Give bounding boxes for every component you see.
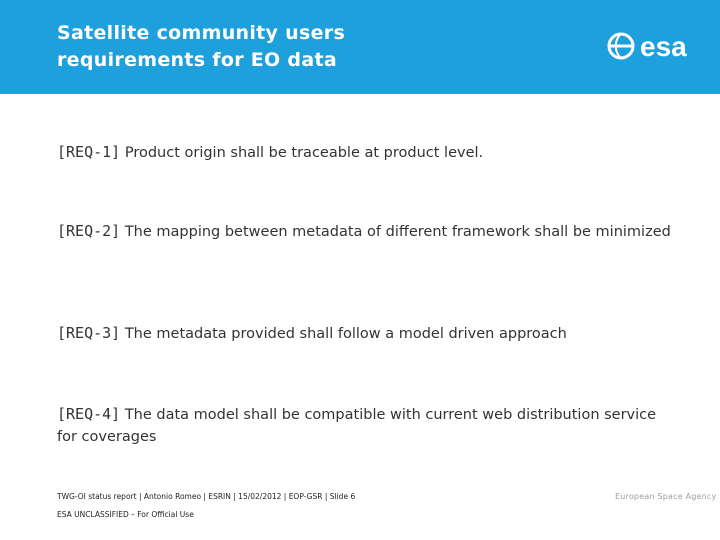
requirement-4	[57, 403, 677, 448]
requirement-1-tag: [REQ-1]	[57, 143, 121, 161]
footer-classification: ESA UNCLASSIFIED – For Official Use	[57, 510, 194, 519]
slide-title-line2: requirements for EO data	[57, 49, 337, 71]
requirement-4-text: The data model shall be compatible with current web distribution service for coverages	[57, 407, 657, 445]
requirement-2-tag: [REQ-2]	[57, 222, 121, 240]
requirement-2-text: The mapping between metadata of different framework shall be minimized	[120, 224, 671, 240]
requirement-3-text: The metadata provided shall follow a model driven approach	[120, 326, 567, 342]
esa-logo-text: esa	[640, 31, 687, 62]
slide-header	[0, 0, 720, 94]
requirement-1-text: Product origin shall be traceable at product level.	[120, 145, 484, 161]
requirement-4-tag: [REQ-4]	[57, 405, 121, 423]
esa-logo	[606, 28, 706, 64]
requirement-2	[57, 220, 677, 243]
footer-agency: European Space Agency	[615, 492, 717, 501]
requirement-1	[57, 141, 677, 164]
slide-title	[57, 20, 345, 74]
requirement-3	[57, 322, 677, 345]
slide-title-line1: Satellite community users	[57, 22, 346, 44]
esa-logo-icon	[609, 34, 633, 58]
footer-meta: TWG-OI status report | Antonio Romeo | ESRIN | 15/02/2012 | EOP-GSR | Slide 6	[57, 492, 356, 501]
requirement-3-tag: [REQ-3]	[57, 324, 121, 342]
